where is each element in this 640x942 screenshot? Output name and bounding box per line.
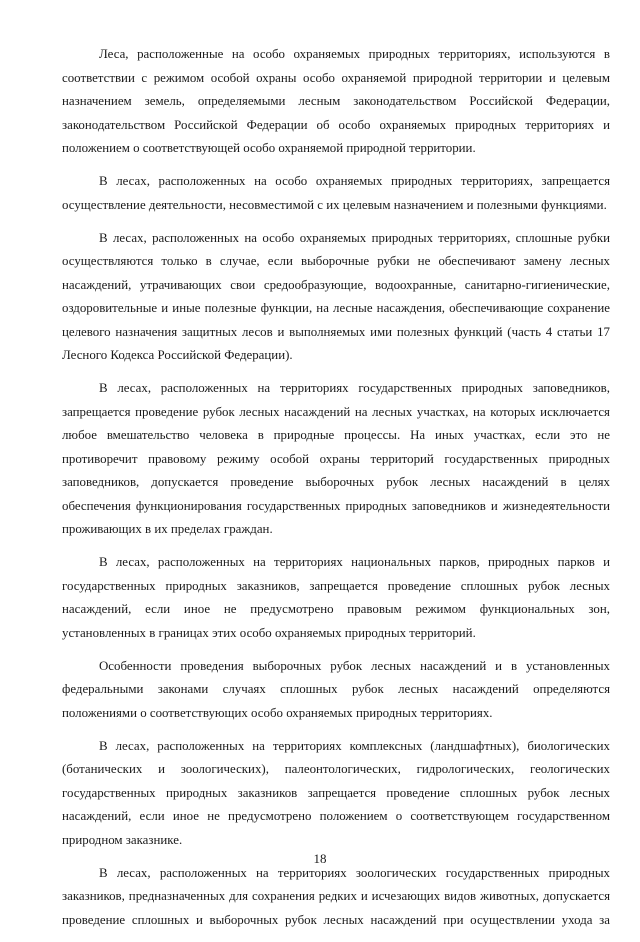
paragraph: В лесах, расположенных на особо охраняемых природных территориях, сплошные рубки осуществляются только в случае, если выборочные рубки не обеспечивают замену лесных насаждений, утрачивающих свои средообразующие, водоохранные, санитарно-гигиенические, оздоровительные и иные полезные функции, на лесные насаждения, обеспечивающие сохранение целевого назначения защитных лесов и выполняемых ими полезных функций (часть 4 статьи 17 Лесного Кодекса Российской Федерации). xyxy=(62,230,610,362)
paragraph: В лесах, расположенных на территориях государственных природных заповедников, запрещается проведение рубок лесных насаждений на лесных участках, на которых исключается любое вмешательство человека в природные процессы. На иных участках, если это не противоречит правовому режиму особой охраны территорий государственных природных заповедников, допускается проведение выборочных рубок лесных насаждений в целях обеспечения функционирования государственных природных заповедников и жизнедеятельности проживающих в их пределах граждан. xyxy=(62,381,610,536)
paragraph: В лесах, расположенных на особо охраняемых природных территориях, запрещается осуществление деятельности, несовместимой с их целевым назначением и полезными функциями. xyxy=(62,174,610,212)
paragraph: В лесах, расположенных на территориях национальных парков, природных парков и государственных природных заказников, запрещается проведение сплошных рубок лесных насаждений, если иное не предусмотрено правовым режимом функциональных зон, установленных в границах этих особо охраняемых природных территорий. xyxy=(62,555,610,640)
page-number: 18 xyxy=(313,851,327,866)
paragraph: В лесах, расположенных на территориях зоологических государственных природных заказников, предназначенных для сохранения редких и исчезающих видов животных, допускается проведение сплошных и выборочных рубок лесных насаждений при осуществлении ухода за xyxy=(62,865,610,927)
paragraph: Особенности проведения выборочных рубок лесных насаждений и в установленных федеральными законами случаях сплошных рубок лесных насаждений определяются положениями о соответствующих особо охраняемых природных территориях. xyxy=(62,658,610,720)
document-body xyxy=(62,43,610,942)
paragraph: Леса, расположенные на особо охраняемых природных территориях, используются в соответствии с режимом особой охраны особо охраняемой природной территории и целевым назначением земель, определяемыми лесным законодательством Российской Федерации, законодательством Российской Федерации об особо охраняемых природных территориях и положением о соответствующей особо охраняемой природной территории. xyxy=(62,47,610,155)
paragraph: В лесах, расположенных на территориях комплексных (ландшафтных), биологических (ботанических и зоологических), палеонтологических, гидрологических, геологических государственных природных заказников запрещается проведение сплошных рубок лесных насаждений, если иное не предусмотрено положением о соответствующем государственном природном заказнике. xyxy=(62,738,610,847)
